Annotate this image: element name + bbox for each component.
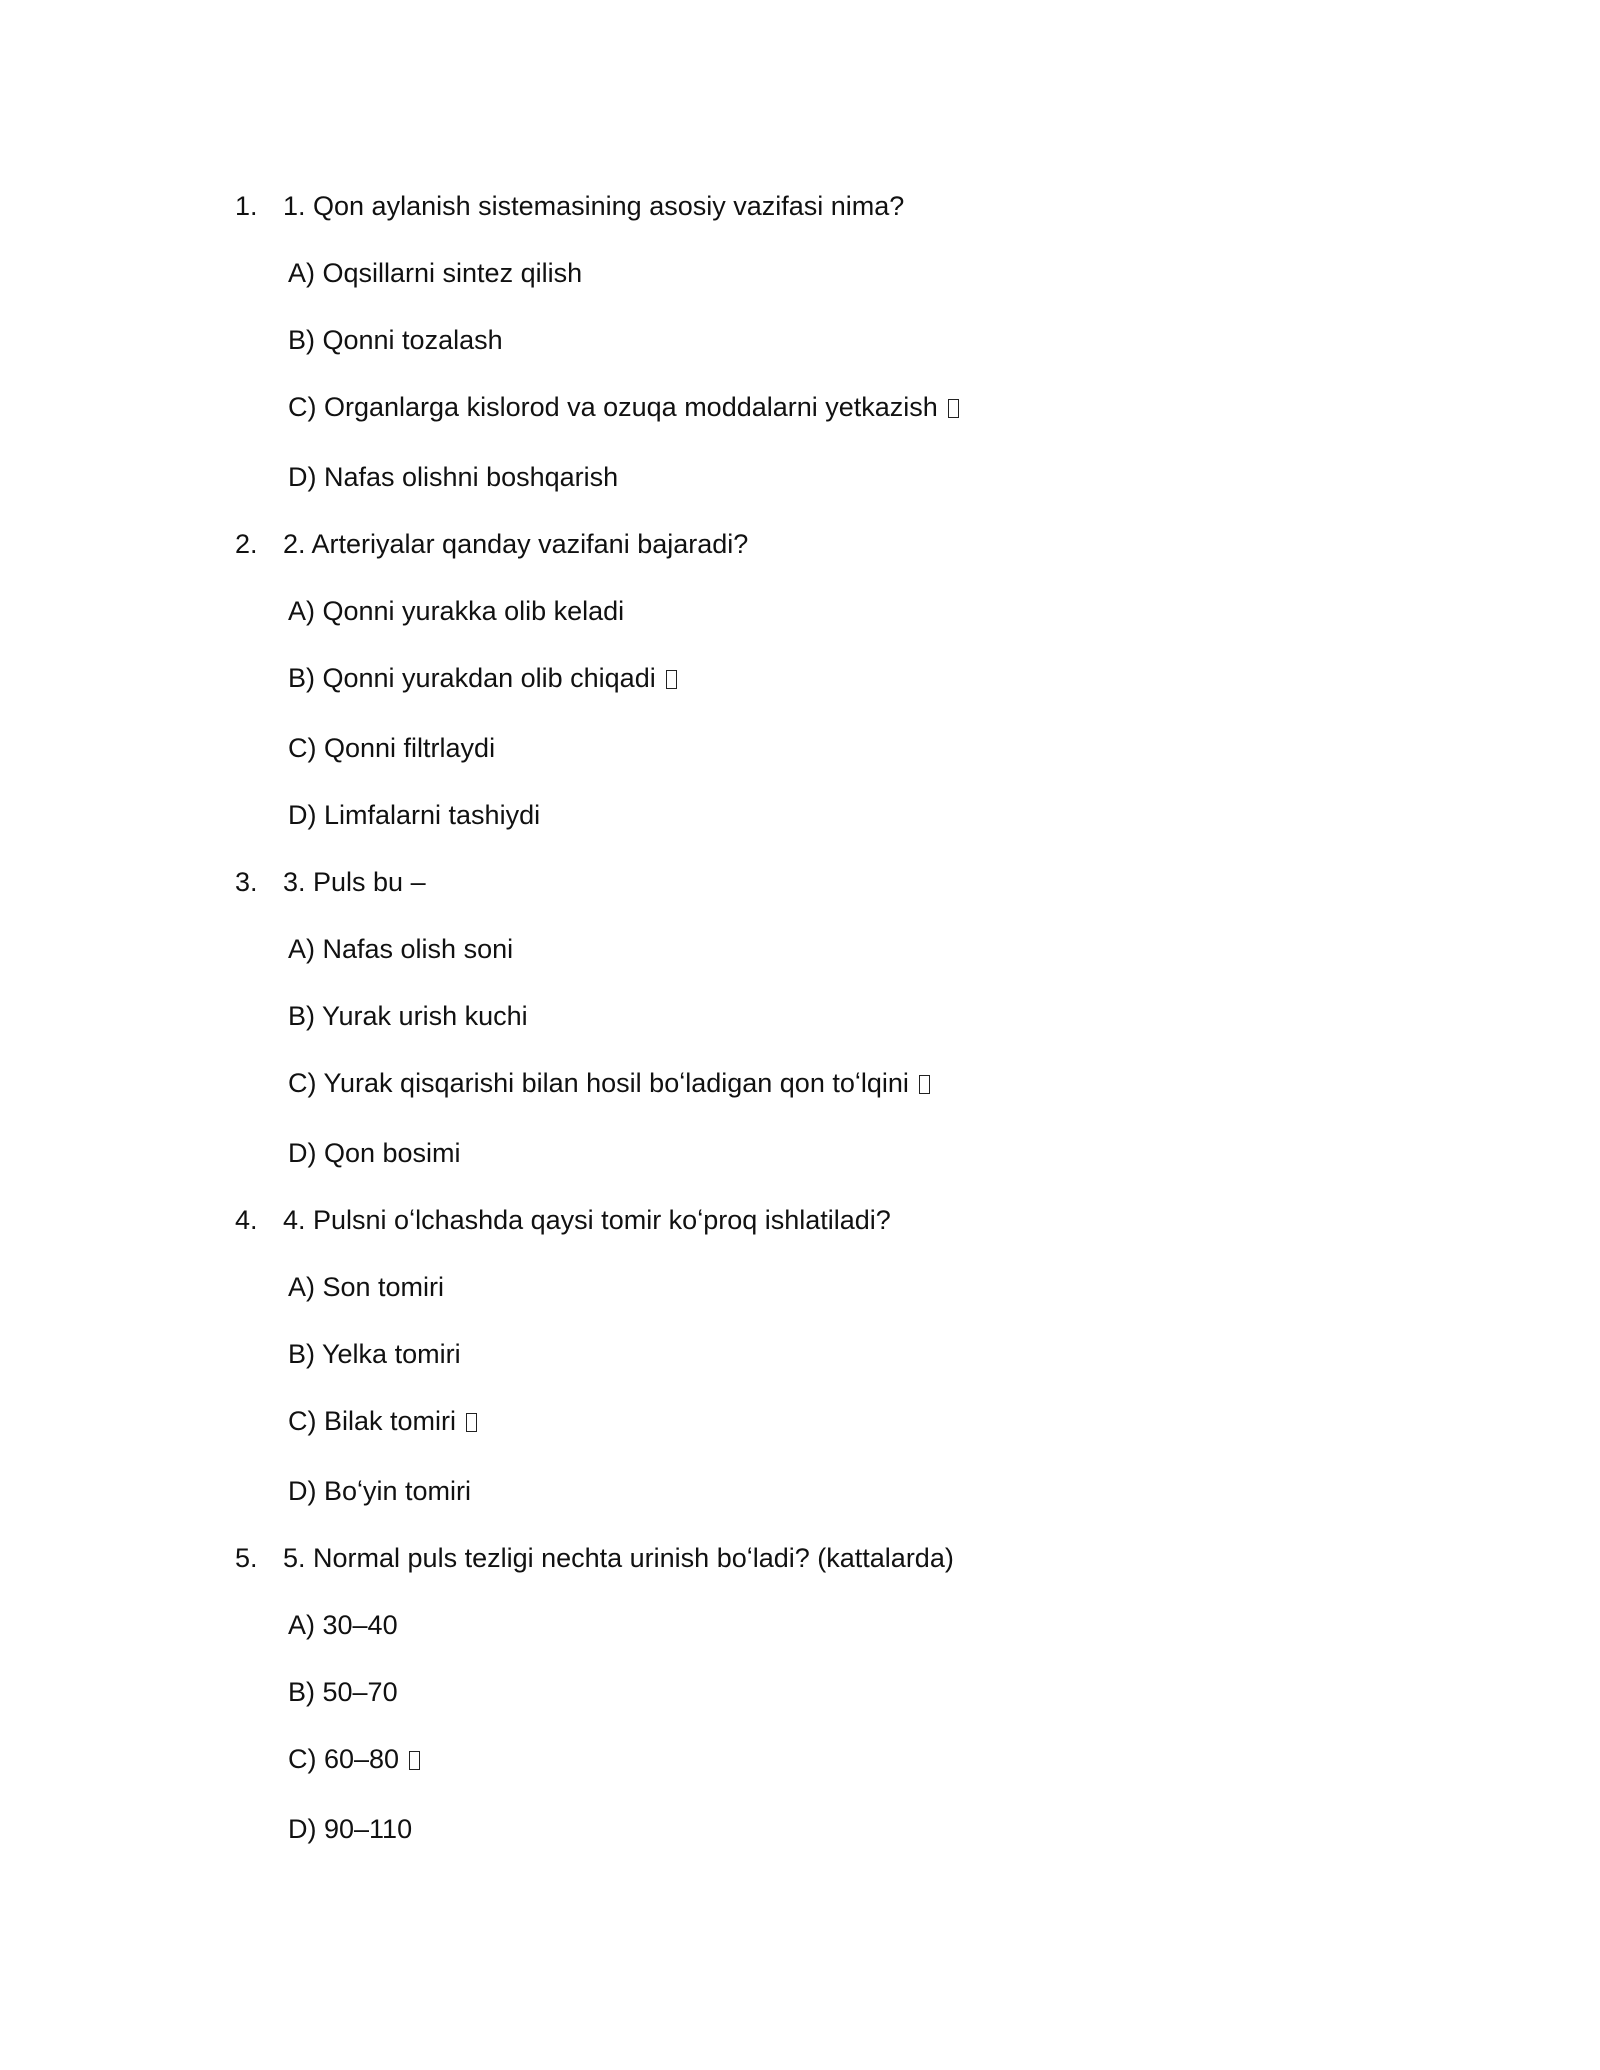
answer-option-b xyxy=(235,1334,1385,1401)
option-text: A) Oqsillarni sintez qilish xyxy=(288,258,583,288)
question-text: 1. Qon aylanish sistemasining asosiy vazifasi nima? xyxy=(283,191,905,221)
question-4 xyxy=(235,1200,1385,1538)
question-number: 4. xyxy=(235,1205,258,1235)
answer-option-b xyxy=(235,658,1385,728)
answer-option-a xyxy=(235,591,1385,658)
question-number: 2. xyxy=(235,529,258,559)
answer-option-c xyxy=(235,387,1385,457)
question-row xyxy=(235,862,1385,929)
question-row xyxy=(235,1538,1385,1605)
answer-option-d xyxy=(235,457,1385,524)
option-text: D) Qon bosimi xyxy=(288,1138,461,1168)
question-text: 4. Pulsni oʻlchashda qaysi tomir koʻproq ishlatiladi? xyxy=(283,1205,891,1235)
option-text: D) Limfalarni tashiydi xyxy=(288,800,541,830)
question-text: 3. Puls bu – xyxy=(283,867,426,897)
option-text: B) Qonni yurakdan olib chiqadi xyxy=(288,663,656,693)
answer-option-c xyxy=(235,1401,1385,1471)
question-text: 2. Arteriyalar qanday vazifani bajaradi? xyxy=(283,529,749,559)
question-1 xyxy=(235,186,1385,524)
answer-option-b xyxy=(235,320,1385,387)
option-text: D) Boʻyin tomiri xyxy=(288,1476,472,1506)
correct-answer-mark-icon xyxy=(409,1751,420,1770)
option-text: D) Nafas olishni boshqarish xyxy=(288,462,619,492)
option-text: C) 60–80 xyxy=(288,1744,400,1774)
question-number: 3. xyxy=(235,867,258,897)
question-number: 1. xyxy=(235,191,258,221)
answer-option-c xyxy=(235,1063,1385,1133)
answer-option-a xyxy=(235,1267,1385,1334)
question-number: 5. xyxy=(235,1543,258,1573)
answer-option-b xyxy=(235,996,1385,1063)
answer-option-d xyxy=(235,1809,1385,1876)
answer-option-a xyxy=(235,253,1385,320)
question-row xyxy=(235,1200,1385,1267)
option-text: B) Yurak urish kuchi xyxy=(288,1001,528,1031)
answer-option-c xyxy=(235,728,1385,795)
question-3 xyxy=(235,862,1385,1200)
question-text: 5. Normal puls tezligi nechta urinish boʻladi? (kattalarda) xyxy=(283,1543,954,1573)
option-text: C) Organlarga kislorod va ozuqa moddalarni yetkazish xyxy=(288,392,938,422)
correct-answer-mark-icon xyxy=(948,399,959,418)
option-text: D) 90–110 xyxy=(288,1814,413,1844)
question-5 xyxy=(235,1538,1385,1876)
answer-option-c xyxy=(235,1739,1385,1809)
question-2 xyxy=(235,524,1385,862)
correct-answer-mark-icon xyxy=(466,1413,477,1432)
option-text: C) Qonni filtrlaydi xyxy=(288,733,496,763)
answer-option-a xyxy=(235,929,1385,996)
question-row xyxy=(235,524,1385,591)
correct-answer-mark-icon xyxy=(919,1075,930,1094)
option-text: A) Son tomiri xyxy=(288,1272,445,1302)
answer-option-a xyxy=(235,1605,1385,1672)
option-text: B) Qonni tozalash xyxy=(288,325,503,355)
correct-answer-mark-icon xyxy=(666,670,677,689)
option-text: A) Nafas olish soni xyxy=(288,934,514,964)
option-text: A) 30–40 xyxy=(288,1610,398,1640)
question-row xyxy=(235,186,1385,253)
answer-option-b xyxy=(235,1672,1385,1739)
option-text: C) Bilak tomiri xyxy=(288,1406,457,1436)
answer-option-d xyxy=(235,1471,1385,1538)
question-list xyxy=(235,186,1385,1876)
option-text: C) Yurak qisqarishi bilan hosil boʻladigan qon toʻlqini xyxy=(288,1068,909,1098)
option-text: A) Qonni yurakka olib keladi xyxy=(288,596,625,626)
option-text: B) Yelka tomiri xyxy=(288,1339,461,1369)
answer-option-d xyxy=(235,795,1385,862)
option-text: B) 50–70 xyxy=(288,1677,398,1707)
answer-option-d xyxy=(235,1133,1385,1200)
